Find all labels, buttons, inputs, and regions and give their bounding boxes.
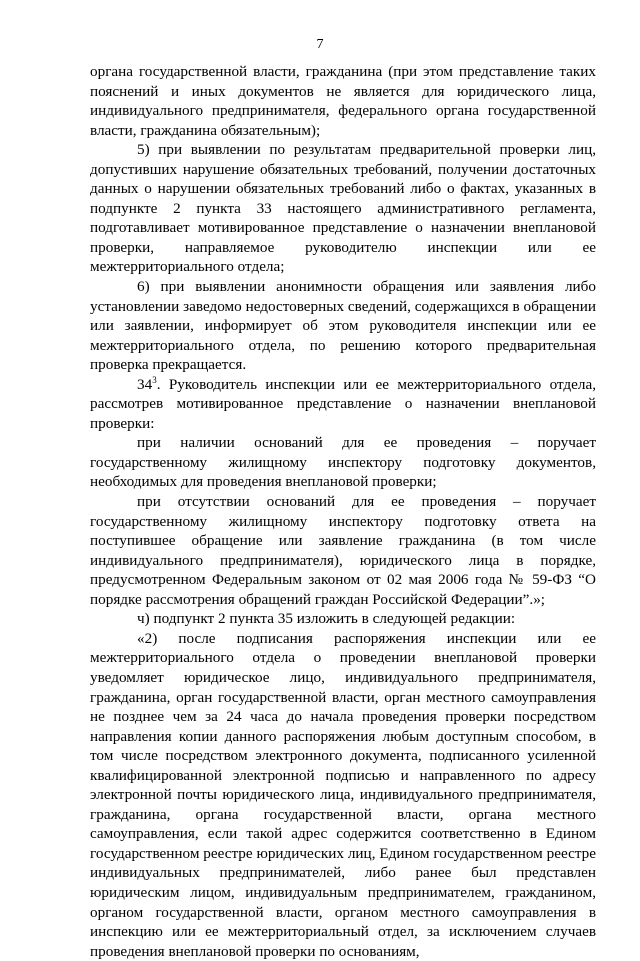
paragraph-continuation: органа государственной власти, гражданина (при этом представление таких пояснений и иных документов не является для юридического лица, индивидуального предпринимателя, федерального органа государственной власти, гражданина обязательным);: [90, 63, 596, 139]
paragraph-new-wording: «2) после подписания распоряжения инспекции или ее межтерриториального отдела о проведении внеплановой проверки уведомляет юридическое лицо, индивидуального предпринимателя, гражданина, орган государственной власти, орган местного самоуправления не позднее чем за 24 часа до начала проведения проверки посредством направления копии данного распоряжения любым доступным способом, в том числе посредством электронного документа, подписанного усиленной квалифицированной электронной подписью и направленного по адресу электронной почты юридического лица, индивидуального предпринимателя, гражданина, органа государственной власти, органа местного самоуправления, если такой адрес содержится соответственно в Едином государственном реестре юридических лиц, Едином государственном реестре индивидуальных предпринимателей, либо ранее был представлен юридическим лицом, индивидуальным предпринимателем, гражданином, органом государственной власти, органом местного самоуправления в инспекцию или ее межтерриториальный отдел, за исключением случаев проведения внеплановой проверки по основаниям,: [90, 629, 596, 960]
paragraph-item-5: 5) при выявлении по результатам предварительной проверки лиц, допустивших нарушение обязательных требований, получении достаточных данных о нарушении обязательных требований либо о фактах, указанных в подпункте 2 пункта 33 настоящего административного регламента, подготавливает мотивированное представление о назначении внеплановой проверки, направляемое руководителю инспекции или ее межтерриториального отдела;: [90, 141, 596, 276]
clause-text: . Руководитель инспекции или ее межтерриториального отдела, рассмотрев мотивированное представление о назначении внеплановой проверки:: [90, 375, 596, 432]
clause-superscript: 3: [152, 374, 157, 385]
page-number: 7: [316, 37, 324, 52]
clause-number: 34: [137, 375, 153, 393]
paragraph-item-6: 6) при выявлении анонимности обращения или заявления либо установлении заведомо недостоверных сведений, содержащихся в обращении или заявлении, информирует об этом руководителя инспекции или ее межтерриториального отдела, по решению которого предварительная проверка прекращается.: [90, 278, 596, 374]
paragraph-grounds-absent: при отсутствии оснований для ее проведения – поручает государственному жилищному инспектору подготовку ответа на поступившее обращение или заявление гражданина (в том числе индивидуального предпринимателя), юридического лица в порядке, предусмотренном Федеральным законом от 02 мая 2006 года № 59-ФЗ “О порядке рассмотрения обращений граждан Российской Федерации”.»;: [90, 493, 596, 608]
paragraph-clause-34-3: [90, 375, 596, 434]
paragraph-grounds-present: при наличии оснований для ее проведения – поручает государственному жилищному инспектору подготовку документов, необходимых для проведения внеплановой проверки;: [90, 434, 596, 491]
document-body: [90, 62, 596, 961]
paragraph-amendment-ch: ч) подпункт 2 пункта 35 изложить в следующей редакции:: [137, 610, 516, 628]
